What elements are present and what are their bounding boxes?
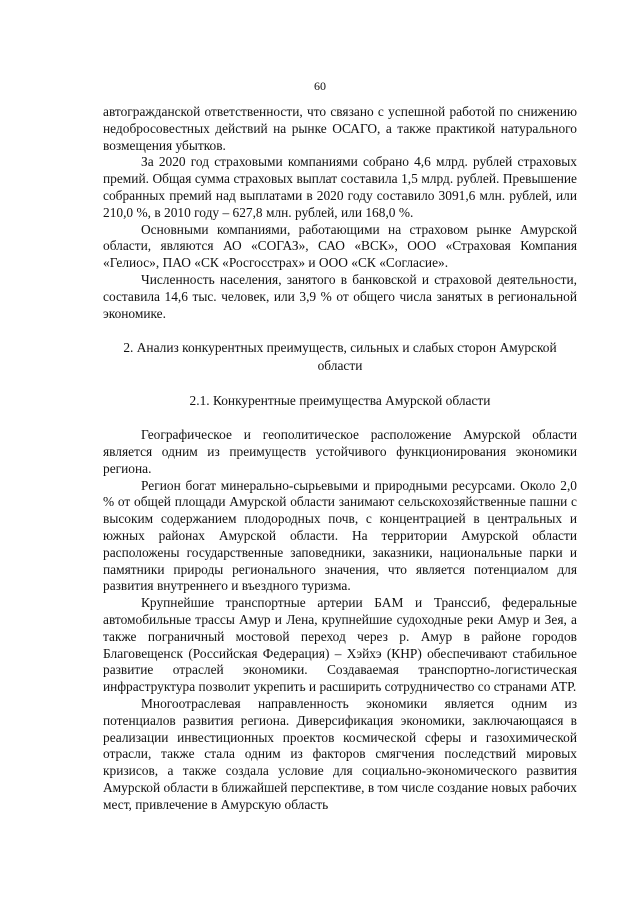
paragraph-employment: Численность населения, занятого в банковской и страховой деятельности, составила 14,6 тыс. человек, или 3,9 % от общего числа занятых в региональной экономике. [103,271,577,321]
page-number: 60 [314,79,326,93]
section-heading: 2. Анализ конкурентных преимуществ, сильных и слабых сторон Амурской области [123,340,557,374]
paragraph-insurance-premiums: За 2020 год страховыми компаниями собрано 4,6 млрд. рублей страховых премий. Общая сумма страховых выплат составила 1,5 млрд. рублей. Превышение собранных премий над выплатами в 2020 году составило 3091,6 млн. рублей, или 210,0 %, в 2010 году – 627,8 млн. рублей, или 168,0 %. [103,154,577,220]
paragraph-transport: Крупнейшие транспортные артерии БАМ и Транссиб, федеральные автомобильные трассы Амур и Лена, крупнейшие судоходные реки Амур и Зея, а также пограничный мостовой переход через р. Амур в районе городов Благовещенск (Российская Федерация) – Хэйхэ (КНР) обеспечивают стабильное развитие отраслей экономики. Создаваемая транспортно-логистическая инфраструктура позволит укрепить и расширить сотрудничество со странами АТР. [103,595,577,695]
paragraph-economy: Многоотраслевая направленность экономики является одним из потенциалов развития региона. Диверсификация экономики, заключающаяся в реализации инвестиционных проектов космической сферы и газохимической отрасли, также стала одним из факторов смягчения последствий мировых кризисов, а также создала условие для социально-экономического развития Амурской области в ближайшей перспективе, в том числе создание новых рабочих мест, привлечение в Амурскую область [103,695,577,812]
paragraph-geography: Географическое и геополитическое расположение Амурской области является одним из преимуществ устойчивого функционирования экономики региона. [103,427,577,476]
document-body [103,104,577,813]
paragraph-insurance-liability: автогражданской ответственности, что связано с успешной работой по снижению недобросовестных действий на рынке ОСАГО, а также практикой натурального возмещения убытков. [103,104,577,153]
paragraph-insurance-companies: Основными компаниями, работающими на страховом рынке Амурской области, являются АО «СОГАЗ», САО «ВСК», ООО «Страховая Компания «Гелиос», ПАО «СК «Росгосстрах» и ООО «СК «Согласие». [103,221,577,271]
paragraph-resources: Регион богат минерально-сырьевыми и природными ресурсами. Около 2,0 % от общей площади Амурской области занимают сельскохозяйственные пашни с высоким содержанием плодородных почв, с концентрацией в центральных и южных районах Амурской области. На территории Амурской области расположены государственные заповедники, заказники, национальные парки и памятники природы регионального значения, что является потенциалом для развития внутреннего и въездного туризма. [103,477,577,594]
subsection-heading: 2.1. Конкурентные преимущества Амурской области [189,393,491,409]
